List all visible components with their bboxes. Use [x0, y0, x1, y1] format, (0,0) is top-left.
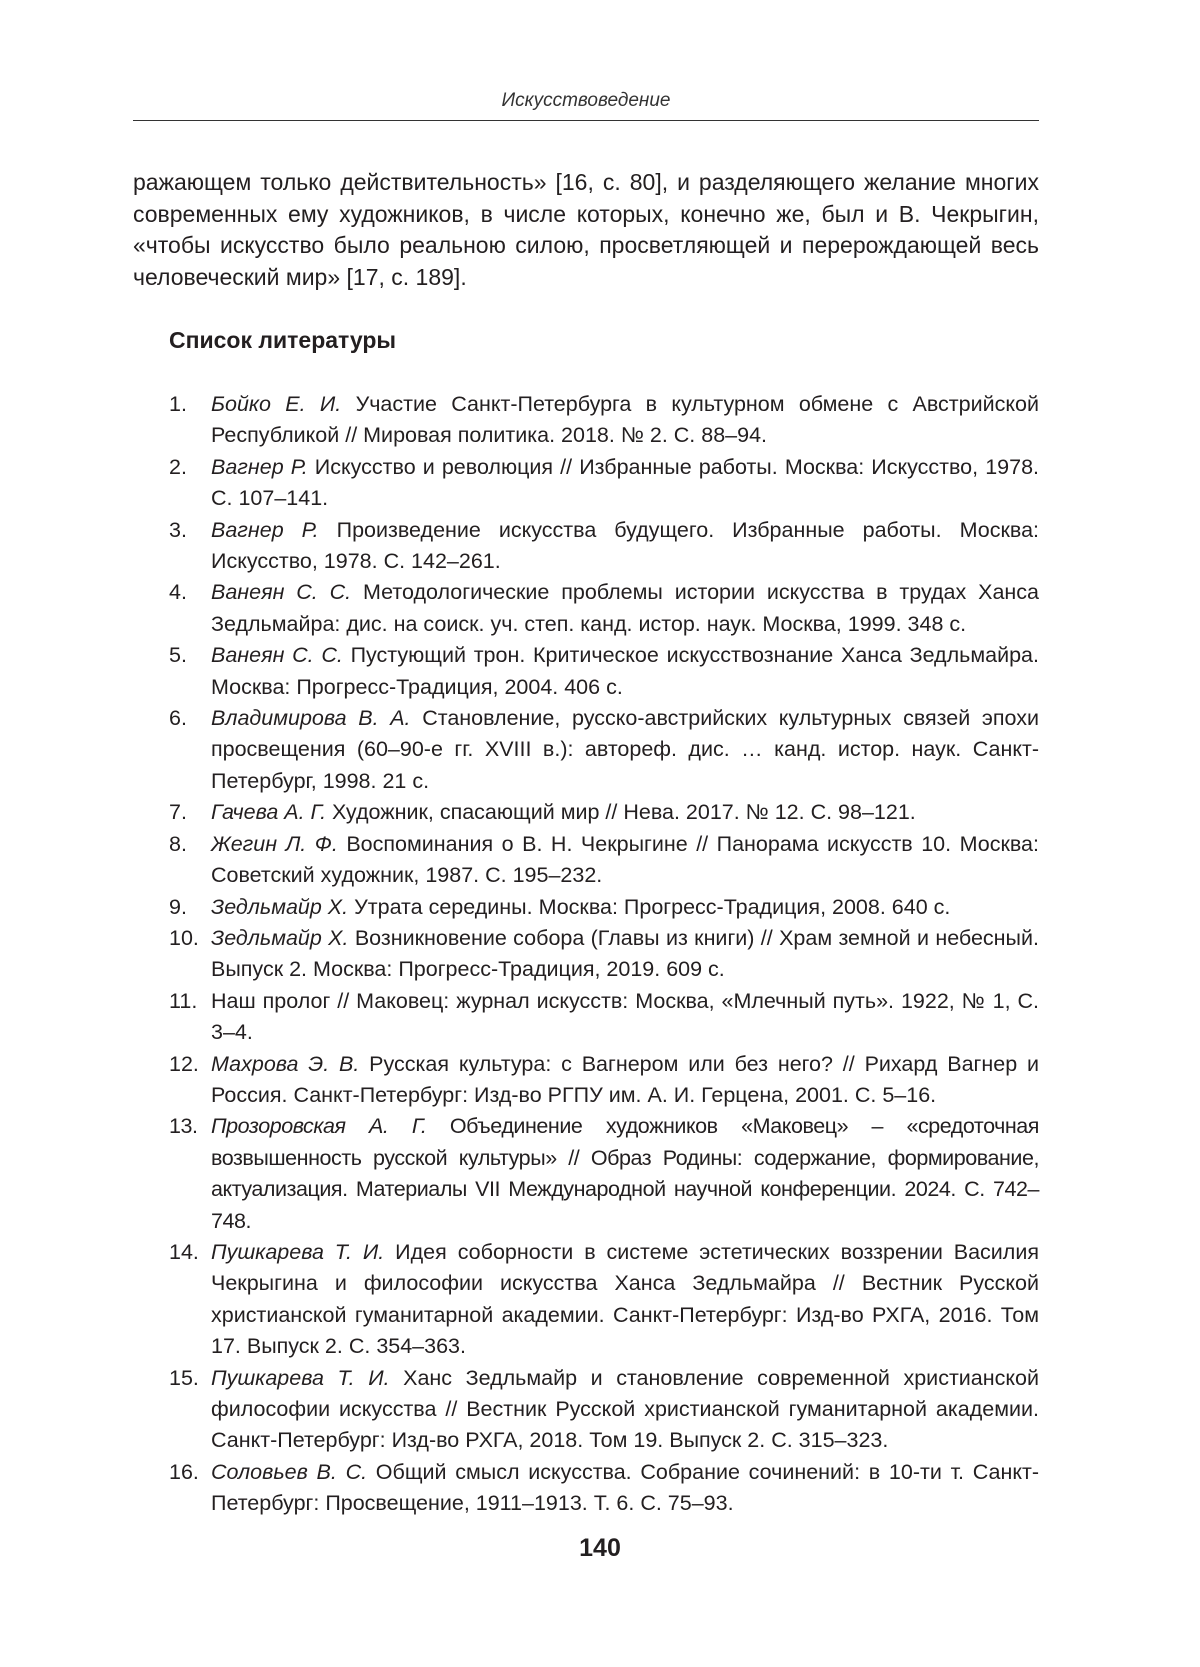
reference-number: 3. [169, 517, 187, 542]
reference-item-6 [133, 703, 1039, 797]
reference-author: Пушкарева Т. И. [211, 1365, 390, 1390]
page-number: 140 [579, 1534, 621, 1562]
reference-number: 14. [169, 1239, 199, 1264]
reference-item-2 [133, 452, 1039, 515]
reference-number: 9. [169, 894, 187, 919]
running-head: Искусствоведение [501, 90, 671, 111]
reference-text: Объединение художников «Маковец» – «средоточная возвышенность русской культуры» // Образ Родины: содержание, формирование, актуализация. Материалы VII Международной научной конференции. 2024. С. 742–748. [211, 1114, 1039, 1233]
reference-author: Зедльмайр Х. [211, 925, 349, 950]
reference-author: Ванеян С. С. [211, 643, 343, 668]
reference-item-15 [133, 1363, 1039, 1457]
reference-text: Ханс Зедльмайр и становление современной христианской философии искусства // Вестник Русской христианской гуманитарной академии. Санкт-Петербург: Изд-во РХГА, 2018. Том 19. Выпуск 2. С. 315–323. [211, 1365, 1039, 1453]
reference-number: 13. [169, 1114, 198, 1139]
reference-text: Методологические проблемы истории искусства в трудах Ханса Зедльмайра: дис. на соиск. уч. степ. канд. истор. наук. Москва, 1999. 348 с. [211, 580, 1039, 636]
reference-item-7 [133, 797, 1039, 828]
reference-number: 2. [169, 454, 187, 479]
reference-number: 15. [169, 1365, 199, 1390]
reference-text: Искусство и революция // Избранные работы. Москва: Искусство, 1978. С. 107–141. [211, 454, 1040, 511]
reference-text: Идея соборности в системе эстетических воззрении Василия Чекрыгина и философии искусства Ханса Зедльмайра // Вестник Русской христианской гуманитарной академии. Санкт-Петербург: Изд-во РХГА, 2016. Том 17. Выпуск 2. С. 354–363. [211, 1239, 1040, 1359]
reference-number: 10. [169, 925, 199, 950]
reference-text: Воспоминания о В. Н. Чекрыгине // Панорама искусств 10. Москва: Советский художник, 1987. С. 195–232. [211, 831, 1039, 888]
reference-item-5 [133, 640, 1039, 703]
reference-number: 4. [169, 580, 187, 605]
reference-text: Художник, спасающий мир // Нева. 2017. № 12. С. 98–121. [326, 800, 916, 825]
reference-author: Махрова Э. В. [211, 1051, 360, 1076]
reference-author: Бойко Е. И. [211, 392, 342, 416]
reference-item-1 [133, 389, 1039, 452]
reference-item-3 [133, 515, 1039, 578]
reference-number: 6. [169, 706, 187, 731]
reference-item-8 [133, 829, 1039, 892]
reference-text: Участие Санкт-Петербурга в культурном обмене с Австрийской Республикой // Мировая политика. 2018. № 2. С. 88–94. [211, 392, 1039, 448]
reference-number: 16. [169, 1459, 199, 1484]
reference-number: 1. [169, 392, 187, 416]
reference-author: Прозоровская А. Г. [211, 1114, 427, 1139]
reference-text: Произведение искусства будущего. Избранные работы. Москва: Искусство, 1978. С. 142–261. [211, 517, 1039, 574]
reference-item-12 [133, 1049, 1039, 1112]
reference-author: Владимирова В. А. [211, 706, 411, 731]
reference-item-11 [133, 986, 1039, 1049]
reference-author: Соловьев В. С. [211, 1459, 368, 1484]
reference-text: Утрата середины. Москва: Прогресс-Традиция, 2008. 640 с. [348, 894, 951, 919]
body-paragraph: ражающем только действительность» [16, с. 80], и разделяющего желание многих современных ему художников, в числе которых, конечно же, был и В. Чекрыгин, «чтобы искусство было реальною силою, просветляющей и перерождающей весь человеческий мир» [17, с. 189]. [133, 169, 1039, 290]
reference-number: 11. [169, 988, 198, 1013]
reference-item-10 [133, 923, 1039, 986]
reference-item-13 [133, 1111, 1039, 1237]
reference-author: Гачева А. Г. [211, 800, 327, 825]
reference-list [133, 389, 1039, 1520]
reference-number: 5. [169, 643, 187, 668]
reference-number: 12. [169, 1051, 199, 1076]
header-divider [133, 120, 1039, 121]
reference-text: Общий смысл искусства. Собрание сочинений: в 10-ти т. Санкт-Петербург: Просвещение, 1911–1913. Т. 6. С. 75–93. [211, 1459, 1039, 1516]
reference-item-16 [133, 1457, 1039, 1520]
reference-text: Наш пролог // Маковец: журнал искусств: Москва, «Млечный путь». 1922, № 1, С. 3–4. [211, 988, 1039, 1045]
reference-author: Вагнер Р. [211, 454, 308, 479]
reference-author: Вагнер Р. [211, 517, 319, 542]
reference-author: Жегин Л. Ф. [211, 831, 338, 856]
reference-author: Зедльмайр Х. [211, 894, 349, 919]
reference-text: Пустующий трон. Критическое искусствознание Ханса Зедльмайра. Москва: Прогресс-Традиция, 2004. 406 с. [211, 643, 1039, 699]
references-title: Список литературы [169, 327, 397, 353]
reference-text: Становление, русско-австрийских культурных связей эпохи просвещения (60–90-е гг. XVIII в.): автореф. дис. … канд. истор. наук. Санкт-Петербург, 1998. 21 с. [211, 706, 1039, 793]
reference-number: 7. [169, 800, 187, 825]
reference-item-14 [133, 1237, 1039, 1363]
reference-author: Ванеян С. С. [211, 580, 352, 605]
reference-text: Возникновение собора (Главы из книги) // Храм земной и небесный. Выпуск 2. Москва: Прогресс-Традиция, 2019. 609 с. [211, 925, 1039, 982]
reference-author: Пушкарева Т. И. [211, 1239, 385, 1264]
reference-text: Русская культура: с Вагнером или без него? // Рихард Вагнер и Россия. Санкт-Петербург: Изд-во РГПУ им. А. И. Герцена, 2001. С. 5–16. [211, 1051, 1039, 1107]
reference-number: 8. [169, 831, 187, 856]
reference-item-9 [133, 892, 1039, 923]
reference-item-4 [133, 577, 1039, 640]
